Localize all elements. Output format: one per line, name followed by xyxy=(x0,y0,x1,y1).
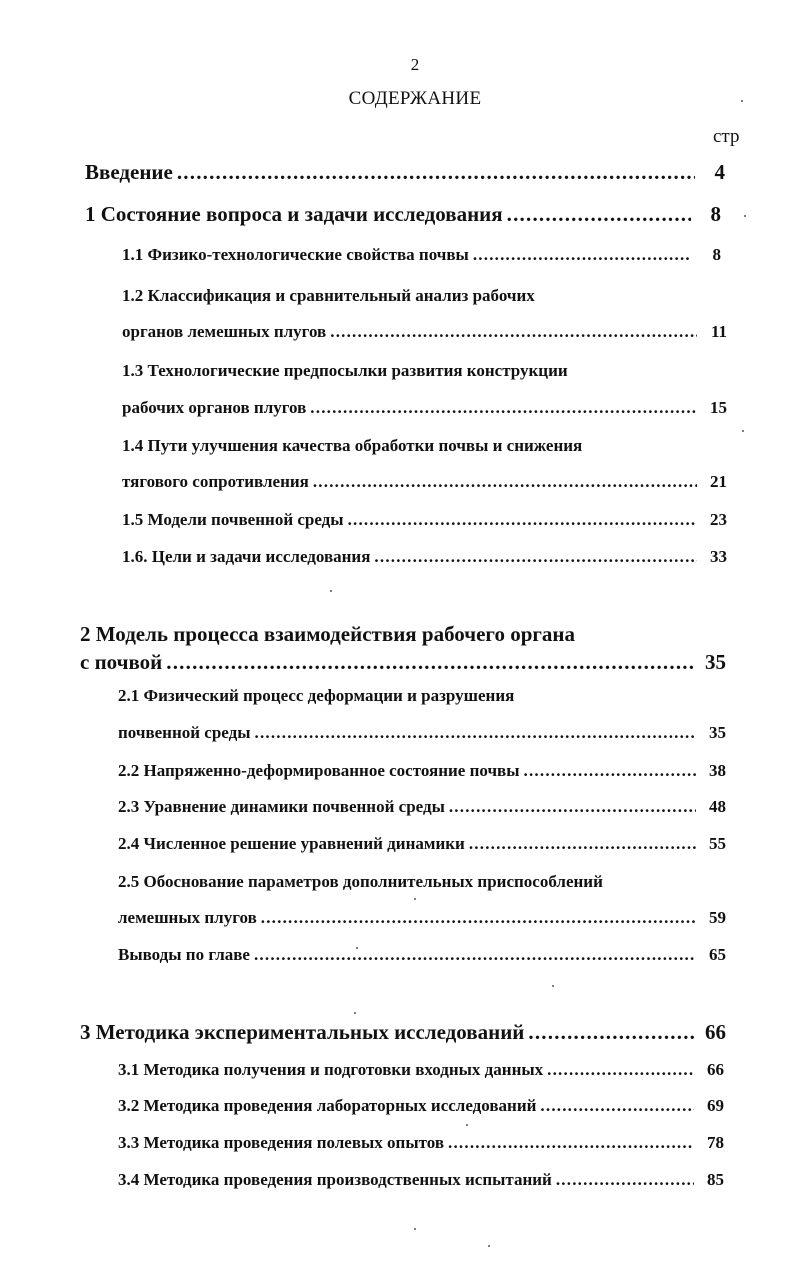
scan-speck xyxy=(742,430,744,432)
toc-entry-page: 35 xyxy=(705,650,726,674)
dot-leader xyxy=(448,1133,694,1153)
toc-entry-1-3-line1[interactable]: 1.3 Технологические предпосылки развития конструкции xyxy=(122,361,568,380)
toc-entry-1-3[interactable] xyxy=(122,398,727,418)
toc-entry-label: 3.3 Методика проведения полевых опытов xyxy=(118,1133,445,1152)
toc-entry-page: 8 xyxy=(710,202,721,226)
dot-leader xyxy=(310,398,697,418)
toc-entry-label: тягового сопротивления xyxy=(122,472,309,491)
toc-entry-page: 38 xyxy=(709,761,726,780)
page-number: 2 xyxy=(410,55,420,74)
toc-entry-label: 3 Методика экспериментальных исследований xyxy=(80,1020,525,1044)
toc-entry-1-4-line1[interactable]: 1.4 Пути улучшения качества обработки почвы и снижения xyxy=(122,436,583,455)
toc-entry-label: лемешных плугов xyxy=(118,908,257,927)
toc-entry-page: 85 xyxy=(707,1170,724,1189)
toc-entry-1-6[interactable] xyxy=(122,547,727,567)
scan-speck xyxy=(552,985,554,987)
toc-entry-page: 78 xyxy=(707,1133,724,1152)
toc-entry-label: Выводы по главе xyxy=(118,945,250,964)
toc-entry-label: рабочих органов плугов xyxy=(122,398,307,417)
toc-entry-page: 48 xyxy=(709,797,726,816)
toc-entry-label: 2.2 Напряженно-деформированное состояние почвы xyxy=(118,761,520,780)
scan-speck xyxy=(741,100,743,102)
dot-leader xyxy=(255,723,697,743)
toc-entry-3-2[interactable] xyxy=(118,1096,724,1116)
toc-entry-label: 3.4 Методика проведения производственных испытаний xyxy=(118,1170,552,1189)
toc-entry-page: 35 xyxy=(709,723,726,742)
toc-entry-page: 55 xyxy=(709,834,726,853)
toc-entry-1-2-line1[interactable]: 1.2 Классификация и сравнительный анализ рабочих xyxy=(122,286,535,305)
dot-leader xyxy=(449,797,696,817)
toc-entry-page: 23 xyxy=(710,510,727,529)
scan-speck xyxy=(466,1124,468,1126)
toc-entry-label: Введение xyxy=(85,160,173,184)
toc-entry-page: 33 xyxy=(710,547,727,566)
toc-entry-page: 4 xyxy=(714,160,725,184)
scan-speck xyxy=(356,947,358,949)
dot-leader xyxy=(254,945,696,965)
toc-entry-label: 3.1 Методика получения и подготовки входных данных xyxy=(118,1060,544,1079)
toc-entry-page: 69 xyxy=(707,1096,724,1115)
toc-entry-page: 15 xyxy=(710,398,727,417)
dot-leader xyxy=(166,650,696,675)
page-column-label: стр xyxy=(713,126,740,147)
scan-speck xyxy=(414,898,416,900)
toc-entry-label: 1.1 Физико-технологические свойства почвы xyxy=(122,245,469,264)
scan-speck xyxy=(744,215,746,217)
toc-entry-label: 3.2 Методика проведения лабораторных исследований xyxy=(118,1096,537,1115)
toc-entry-2-3[interactable] xyxy=(118,797,726,817)
toc-entry-label: 1 Состояние вопроса и задачи исследования xyxy=(85,202,503,226)
toc-entry-label: 2.4 Численное решение уравнений динамики xyxy=(118,834,465,853)
toc-entry-label: 2.3 Уравнение динамики почвенной среды xyxy=(118,797,445,816)
toc-entry-chapter-1[interactable] xyxy=(85,202,721,227)
scan-speck xyxy=(330,590,332,592)
toc-entry-page: 21 xyxy=(710,472,727,491)
toc-entry-label: 1.6. Цели и задачи исследования xyxy=(122,547,371,566)
toc-entry-1-2[interactable] xyxy=(122,322,727,342)
dot-leader xyxy=(330,322,697,342)
dot-leader xyxy=(547,1060,694,1080)
toc-entry-page: 11 xyxy=(710,322,727,341)
dot-leader xyxy=(540,1096,694,1116)
dot-leader xyxy=(524,761,696,781)
toc-title: СОДЕРЖАНИЕ xyxy=(348,88,482,109)
toc-entry-2-1-line1[interactable]: 2.1 Физический процесс деформации и разрушения xyxy=(118,686,515,705)
toc-entry-1-1[interactable] xyxy=(122,245,721,265)
toc-entry-2-5-line1[interactable]: 2.5 Обоснование параметров дополнительных приспособлений xyxy=(118,872,603,891)
toc-entry-1-4[interactable] xyxy=(122,472,727,492)
dot-leader xyxy=(177,160,695,185)
toc-entry-2-conclusions[interactable] xyxy=(118,945,726,965)
toc-entry-label: 1.5 Модели почвенной среды xyxy=(122,510,344,529)
scan-speck xyxy=(354,1012,356,1014)
dot-leader xyxy=(507,202,691,227)
toc-entry-3-3[interactable] xyxy=(118,1133,724,1153)
toc-entry-page: 66 xyxy=(705,1020,726,1044)
toc-entry-label: с почвой xyxy=(80,650,163,674)
toc-entry-chapter-2[interactable] xyxy=(80,650,726,675)
toc-entry-label: почвенной среды xyxy=(118,723,251,742)
dot-leader xyxy=(348,510,697,530)
toc-entry-chapter-3[interactable] xyxy=(80,1020,726,1045)
toc-entry-page: 59 xyxy=(709,908,726,927)
toc-entry-2-5[interactable] xyxy=(118,908,726,928)
dot-leader xyxy=(469,834,696,854)
toc-entry-page: 65 xyxy=(709,945,726,964)
toc-entry-page: 8 xyxy=(712,245,721,264)
toc-entry-2-2[interactable] xyxy=(118,761,726,781)
toc-entry-chapter-2-line1[interactable]: 2 Модель процесса взаимодействия рабочего органа xyxy=(80,622,576,646)
toc-entry-label: органов лемешных плугов xyxy=(122,322,327,341)
toc-entry-3-4[interactable] xyxy=(118,1170,724,1190)
toc-entry-2-1[interactable] xyxy=(118,723,726,743)
toc-entry-page: 66 xyxy=(707,1060,724,1079)
toc-entry-1-5[interactable] xyxy=(122,510,727,530)
scan-speck xyxy=(414,1228,416,1230)
toc-entry-2-4[interactable] xyxy=(118,834,726,854)
dot-leader xyxy=(556,1170,694,1190)
toc-entry-3-1[interactable] xyxy=(118,1060,724,1080)
dot-leader xyxy=(374,547,697,567)
scan-speck xyxy=(488,1245,490,1247)
toc-entry-intro[interactable] xyxy=(85,160,725,185)
dot-leader xyxy=(528,1020,696,1045)
dot-leader xyxy=(261,908,696,928)
dot-leader xyxy=(473,245,691,265)
dot-leader xyxy=(313,472,697,492)
